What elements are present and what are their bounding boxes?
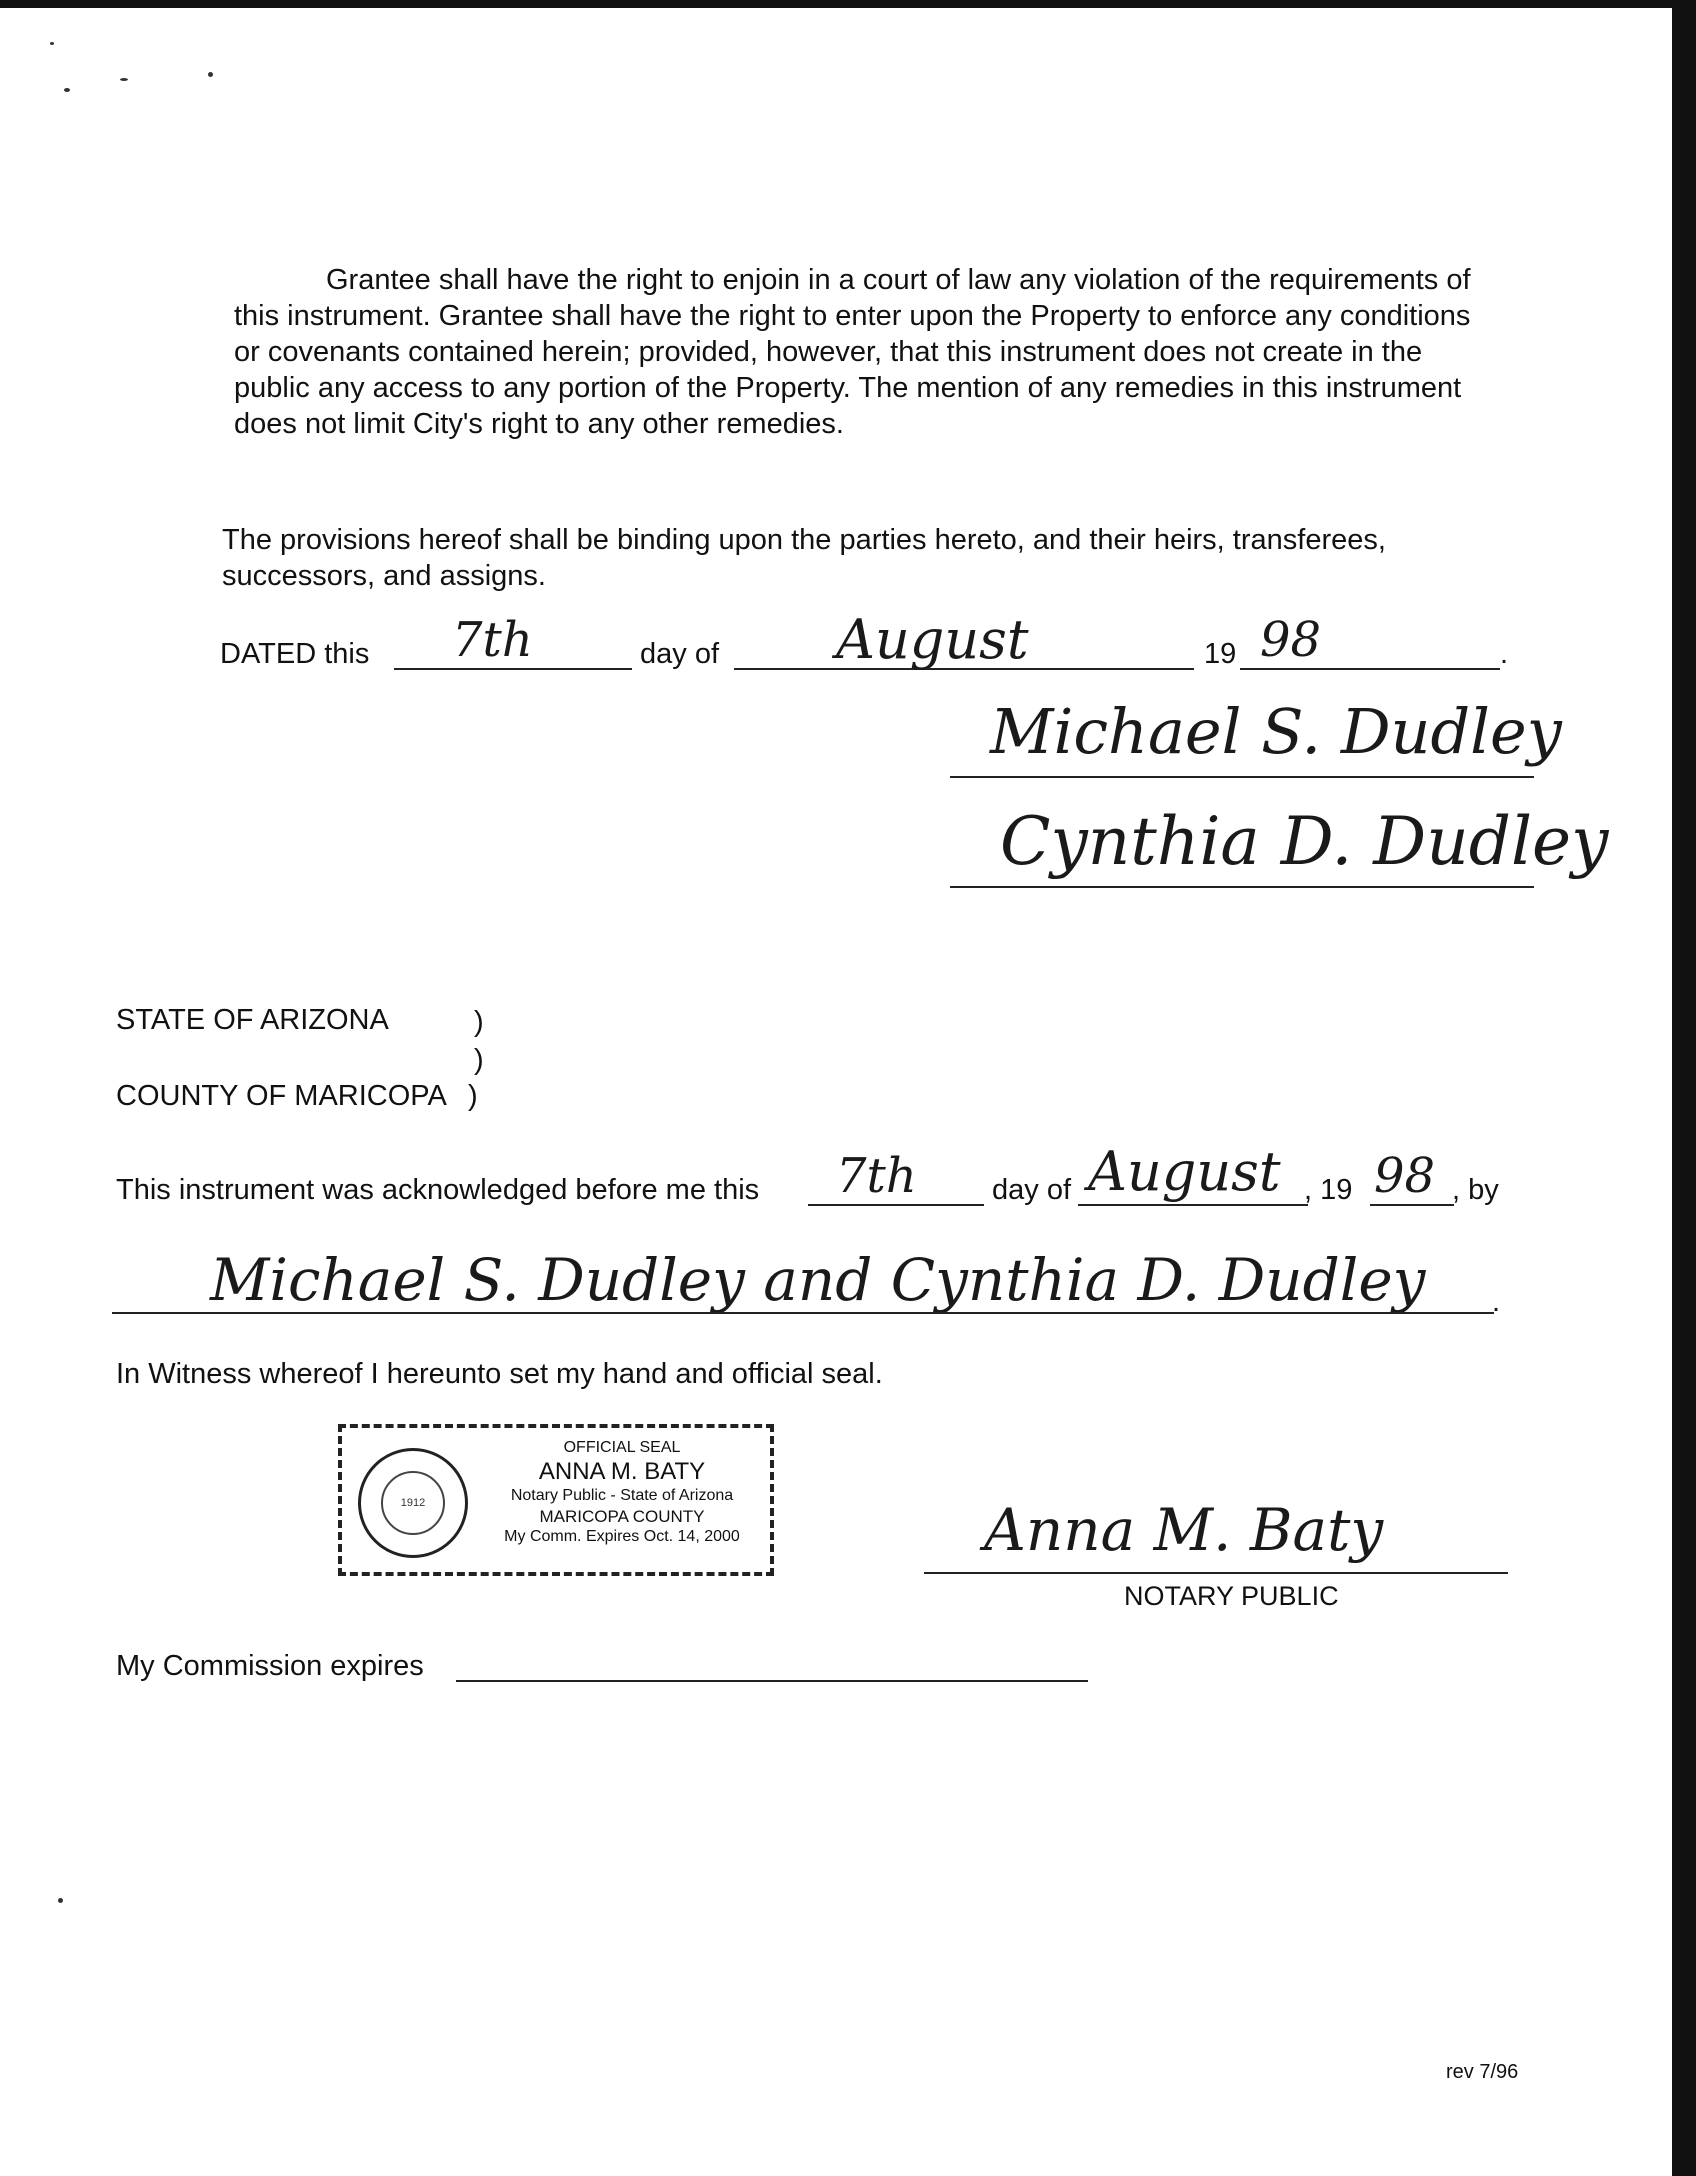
- venue-paren: ): [474, 1006, 484, 1038]
- ack-by-label: , by: [1452, 1174, 1499, 1206]
- seal-year: 1912: [381, 1471, 445, 1535]
- stamp-expiration: My Comm. Expires Oct. 14, 2000: [504, 1528, 740, 1545]
- dated-label: DATED this: [220, 638, 370, 670]
- scan-speck: [208, 72, 213, 77]
- second-signature-line: [950, 886, 1534, 888]
- dated-day-line: [394, 668, 632, 670]
- ack-day-value: 7th: [836, 1148, 917, 1204]
- acknowledgment-text: This instrument was acknowledged before me this: [116, 1174, 760, 1206]
- ack-names-value: Michael S. Dudley and Cynthia D. Dudley: [210, 1246, 1426, 1314]
- ack-year-line: [1370, 1204, 1454, 1206]
- ack-period: .: [1492, 1286, 1501, 1318]
- ack-year-prefix: , 19: [1304, 1174, 1353, 1206]
- notary-public-label: NOTARY PUBLIC: [1124, 1581, 1339, 1611]
- ack-month-line: [1078, 1204, 1308, 1206]
- ack-names-line: [112, 1312, 1494, 1314]
- dated-year-prefix: 19: [1204, 638, 1237, 670]
- stamp-county: MARICOPA COUNTY: [539, 1507, 705, 1526]
- dated-day-of-label: day of: [640, 638, 719, 670]
- scan-speck: [120, 78, 128, 81]
- covenant-paragraph: Grantee shall have the right to enjoin in a court of law any violation of the requirements of this instrument. Grantee shall have the right to enter upon the Property to enforce any conditions or covenants contained herein; provided, however, that this instrument does not create in the public any access to any portion of the Property. The mention of any remedies in this instrument does not limit City's right to any other remedies.: [234, 264, 1471, 440]
- ack-year-value: 98: [1374, 1148, 1436, 1204]
- stamp-notary-name: ANNA M. BATY: [538, 1458, 706, 1485]
- dated-period: .: [1500, 638, 1509, 670]
- scan-edge: [1672, 0, 1696, 2176]
- stamp-official-seal: OFFICIAL SEAL: [563, 1439, 681, 1456]
- ack-day-line: [808, 1204, 984, 1206]
- dated-year-line: [1240, 668, 1500, 670]
- second-signature: Cynthia D. Dudley: [1000, 803, 1609, 880]
- state-label: STATE OF ARIZONA: [116, 1004, 389, 1036]
- ack-day-of-label: day of: [992, 1174, 1071, 1206]
- first-signature: Michael S. Dudley: [990, 695, 1562, 768]
- scan-speck: [50, 42, 54, 45]
- dated-year-value: 98: [1260, 612, 1322, 668]
- county-label: COUNTY OF MARICOPA: [116, 1080, 447, 1112]
- scan-speck: [64, 88, 70, 92]
- state-seal-icon: [358, 1448, 468, 1558]
- commission-label: My Commission expires: [116, 1650, 424, 1682]
- venue-paren: ): [468, 1080, 478, 1112]
- scan-speck: [58, 1898, 63, 1903]
- dated-day-value: 7th: [452, 612, 533, 668]
- commission-line: [456, 1680, 1088, 1682]
- dated-month-value: August: [836, 608, 1029, 671]
- notary-signature-line: [924, 1572, 1508, 1574]
- binding-provisions-paragraph: The provisions hereof shall be binding upon the parties hereto, and their heirs, transferees, successors, and assigns.: [222, 524, 1386, 592]
- notary-stamp: [338, 1424, 774, 1576]
- venue-paren: ): [474, 1044, 484, 1076]
- ack-month-value: August: [1088, 1140, 1281, 1203]
- stamp-notary-state: Notary Public - State of Arizona: [510, 1487, 734, 1504]
- revision-note: rev 7/96: [1446, 2061, 1519, 2083]
- notary-signature: Anna M. Baty: [984, 1496, 1384, 1564]
- first-signature-line: [950, 776, 1534, 778]
- witness-text: In Witness whereof I hereunto set my hand and official seal.: [116, 1358, 883, 1390]
